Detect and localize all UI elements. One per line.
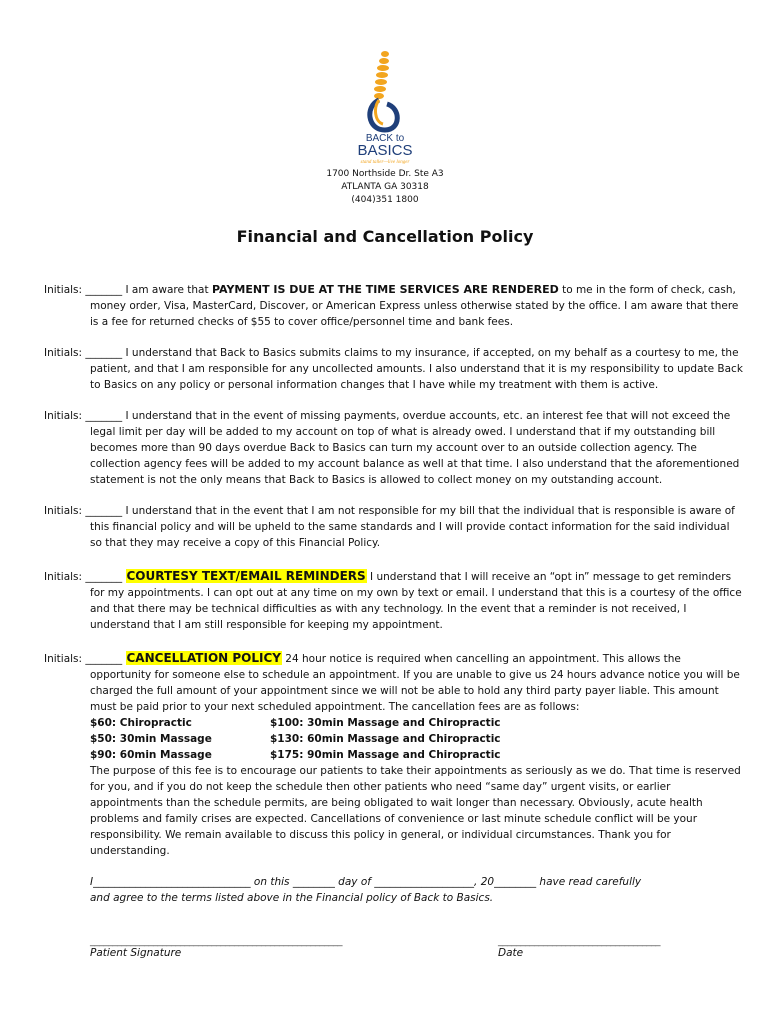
fee-item: $50: 30min Massage: [90, 733, 212, 745]
fee-item: $90: 60min Massage: [90, 749, 212, 761]
text-line: becomes more than 90 days overdue Back to Basics can turn my account over to an outside collection agency. The: [90, 442, 697, 454]
fee-row: [90, 731, 724, 747]
text: to me in the form of check, cash,: [558, 284, 736, 296]
text: I understand that in the event that I am not responsible for my bill that the individual that is responsible is aware of: [122, 505, 735, 517]
address-block: [0, 168, 770, 207]
text-line: responsibility. We remain available to discuss this policy in general, or individual circumstances. Thank you for: [90, 829, 671, 841]
date-line[interactable]: ____________________________________: [498, 936, 660, 947]
logo-line2: BASICS: [357, 142, 413, 159]
policy-collections: [44, 408, 740, 488]
text-line: for my appointments. I can opt out at any time on my own by text or email. I understand that this is a courtesy of the office: [90, 587, 742, 599]
fee-item: $130: 60min Massage and Chiropractic: [270, 733, 501, 745]
initials-field[interactable]: Initials: _______: [44, 347, 123, 359]
text: I understand that I will receive an “opt in” message to get reminders: [366, 571, 732, 583]
text-line: patient, and that I am responsible for any uncollected amounts. I also understand that it is my responsibility to update Back: [90, 363, 743, 375]
initials-field[interactable]: Initials: _______: [44, 410, 123, 422]
address-city: ATLANTA GA 30318: [341, 182, 429, 192]
back-to-basics-logo: [335, 46, 435, 166]
initials-field[interactable]: Initials: _______: [44, 653, 123, 665]
policy-reminders: [44, 568, 742, 633]
address-street: 1700 Northside Dr. Ste A3: [326, 169, 444, 179]
initials-field[interactable]: Initials: _______: [44, 505, 123, 517]
text: I understand that in the event of missing payments, overdue accounts, etc. an interest fee that will not exceed the: [122, 410, 731, 422]
cancellation-heading: CANCELLATION POLICY: [126, 651, 281, 665]
policy-responsible-party: [44, 503, 735, 551]
text-line: understanding.: [90, 845, 170, 857]
policy-insurance: [44, 345, 743, 393]
text-line: money order, Visa, MasterCard, Discover, or American Express unless otherwise stated by the office. I am aware that there: [90, 300, 739, 312]
fee-table: [90, 715, 724, 763]
text-line: charged the full amount of your appointment since we will not be able to hold any third party payer liable. This amount: [90, 685, 719, 697]
acknowledgement: [90, 874, 730, 906]
payment-due-emphasis: PAYMENT IS DUE AT THE TIME SERVICES ARE RENDERED: [211, 283, 559, 296]
text-line: The purpose of this fee is to encourage our patients to take their appointments as seriously as we do. That time is reserved: [90, 765, 741, 777]
text-line: statement is not the only means that Back to Basics is allowed to collect money on my outstanding account.: [90, 474, 663, 486]
initials-field[interactable]: Initials: _______: [44, 571, 123, 583]
date-label: Date: [498, 947, 524, 959]
text-line: for you, and if you do not keep the schedule then other patients who need “same day” urgent visits, or earlier: [90, 781, 671, 793]
text-line: appointments than the schedule permits, are being obligated to wait longer than necessary. Obviously, acute health: [90, 797, 703, 809]
text-line: opportunity for someone else to schedule an appointment. If you are unable to give us 24 hours advance notice you will be: [90, 669, 740, 681]
reminders-heading: COURTESY TEXT/EMAIL REMINDERS: [126, 569, 366, 583]
text-line: understand that I am still responsible for keeping my appointment.: [90, 619, 443, 631]
text-line: must be paid prior to your next scheduled appointment. The cancellation fees are as follows:: [90, 701, 580, 713]
page-title: Financial and Cancellation Policy: [236, 227, 534, 246]
policy-payment: [44, 282, 739, 330]
policy-cancellation: [44, 650, 741, 859]
text-line: collection agency fees will be added to my account balance as well at that time. I also understand that the aforementioned: [90, 458, 740, 470]
logo-tagline: stand taller—live longer: [360, 160, 410, 165]
text: I understand that Back to Basics submits claims to my insurance, if accepted, on my behalf as a courtesy to me, the: [122, 347, 739, 359]
acknowledgement-line1[interactable]: I______________________________ on this ________ day of ___________________, 20________ have read carefully: [90, 876, 642, 888]
text: I am aware that: [122, 284, 212, 296]
patient-signature-label: Patient Signature: [90, 947, 182, 959]
text-line: is a fee for returned checks of $55 to cover office/personnel time and bank fees.: [90, 316, 514, 328]
fee-item: $100: 30min Massage and Chiropractic: [270, 717, 501, 729]
text-line: this financial policy and will be upheld to the same standards and I will provide contact information for the said individual: [90, 521, 730, 533]
text-line: problems and family crises are expected. Cancellations of convenience or last minute schedule conflict will be your: [90, 813, 698, 825]
fee-item: $60: Chiropractic: [90, 717, 192, 729]
acknowledgement-line2: and agree to the terms listed above in the Financial policy of Back to Basics.: [90, 892, 494, 904]
fee-row: [90, 715, 724, 731]
text: 24 hour notice is required when cancelling an appointment. This allows the: [281, 653, 681, 665]
text-line: so that they may receive a copy of this Financial Policy.: [90, 537, 381, 549]
fee-item: $175: 90min Massage and Chiropractic: [270, 749, 501, 761]
logo-line1: BACK to: [365, 133, 405, 144]
patient-signature-line[interactable]: ________________________________________________________: [90, 936, 342, 947]
address-phone: (404)351 1800: [351, 195, 419, 205]
fee-row: [90, 747, 724, 763]
text-line: and that there may be technical difficulties as with any technology. In the event that a reminder is not received, I: [90, 603, 687, 615]
text-line: legal limit per day will be added to my account on top of what is already owed. I understand that if my outstanding bill: [90, 426, 716, 438]
text-line: to Basics on any policy or personal information changes that I have while my treatment with them is active.: [90, 379, 659, 391]
initials-field[interactable]: Initials: _______: [44, 284, 123, 296]
